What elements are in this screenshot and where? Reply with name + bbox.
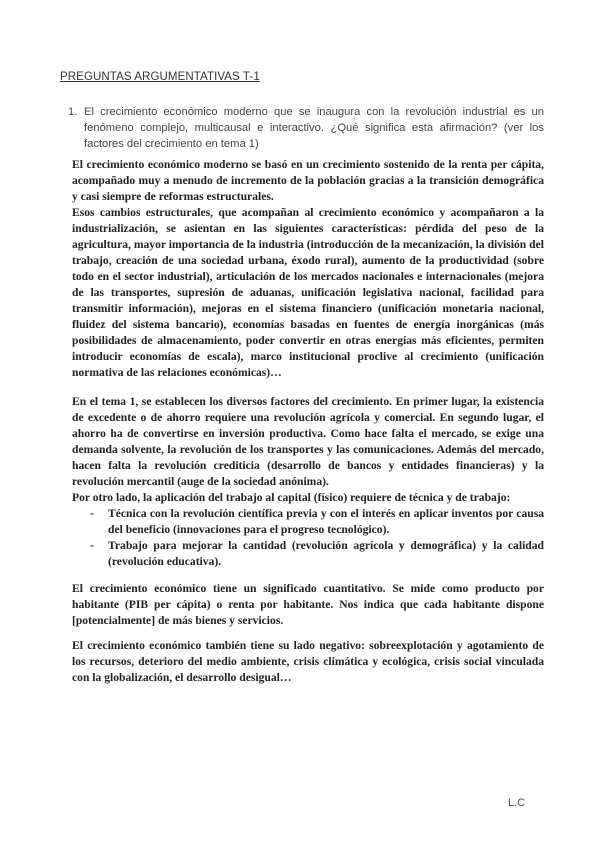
bullet-text-labour: Trabajo para mejorar la cantidad (revolución agrícola y demográfica) y la calidad (revolución educativa).	[108, 539, 544, 568]
question-number: 1.	[68, 106, 78, 118]
answer-block-1	[72, 157, 544, 381]
question-1	[68, 104, 544, 152]
paragraph-structural-changes: Esos cambios estructurales, que acompañan al crecimiento económico y acompañaron a la industrialización, se asientan en las siguientes características: pérdida del peso de la agricultura, mayor importancia de la industria (introducción de la mecanización, la división del trabajo, creación de una sociedad urbana, éxodo rural), aumento de la productividad (sobre todo en el sector industrial), articulación de los mercados nacionales e internacionales (mejora de las transportes, supresión de aduanas, unificación legislativa nacional, facilidad para transmitir información), mejoras en el sistema financiero (unificación monetaria nacional, fluidez del sistema bancario), economías basadas en fuentes de energía inorgánicas (más posibilidades de almacenamiento, poder convertir en otras energías más eficientes, permiten introducir economías de escala), marco institucional proclive al crecimiento (unificación normativa de las relaciones económicas)…	[72, 206, 544, 379]
question-text: El crecimiento económico moderno que se inaugura con la revolución industrial es un fenómeno complejo, multicausal e interactivo. ¿Qué significa esta afirmación? (ver los factores del crecimiento en tema 1)	[84, 106, 544, 150]
bullet-marker: -	[90, 539, 94, 552]
paragraph-negative-side: El crecimiento económico también tiene su lado negativo: sobreexplotación y agotamiento de los recursos, deterioro del medio ambiente, crisis climática y ecológica, crisis social vinculada con la globalización, el desarrollo desigual…	[72, 639, 544, 684]
footer-initials: L.C	[508, 797, 526, 809]
bullet-text-technique: Técnica con la revolución científica previa y con el interés en aplicar inventos por causa del beneficio (innovaciones para el progreso tecnológico).	[108, 507, 544, 536]
paragraph-growth-factors: En el tema 1, se establecen los diversos factores del crecimiento. En primer lugar, la existencia de excedente o de ahorro requiere una revolución agrícola y comercial. En segundo lugar, el ahorro ha de convertirse en inversión productiva. Como hace falta el mercado, se exige una demanda solvente, la revolución de los transportes y las comunicaciones. Además del mercado, hacen falta la revolución crediticia (desarrollo de bancos y entidades financieras) y la revolución mercantil (auge de la sociedad anónima).	[72, 395, 544, 488]
answer-block-4	[72, 638, 544, 686]
paragraph-quantitative: El crecimiento económico tiene un significado cuantitativo. Se mide como producto por habitante (PIB per cápita) o renta por habitante. Nos indica que cada habitante dispone [potencialmente] de más bienes y servicios.	[72, 582, 544, 627]
paragraph-growth-definition: El crecimiento económico moderno se basó en un crecimiento sostenido de la renta per cápita, acompañado muy a menudo de incremento de la población gracias a la transición demográfica y casi siempre de reformas estructurales.	[72, 158, 544, 203]
bullet-marker: -	[90, 507, 94, 520]
page-title: PREGUNTAS ARGUMENTATIVAS T-1	[60, 71, 260, 83]
bullet-list	[72, 506, 544, 570]
paragraph-labour-capital: Por otro lado, la aplicación del trabajo al capital (físico) requiere de técnica y de trabajo:	[72, 491, 511, 504]
answer-block-3	[72, 581, 544, 629]
list-item	[72, 538, 544, 570]
answer-block-2	[72, 394, 544, 570]
list-item	[72, 506, 544, 538]
